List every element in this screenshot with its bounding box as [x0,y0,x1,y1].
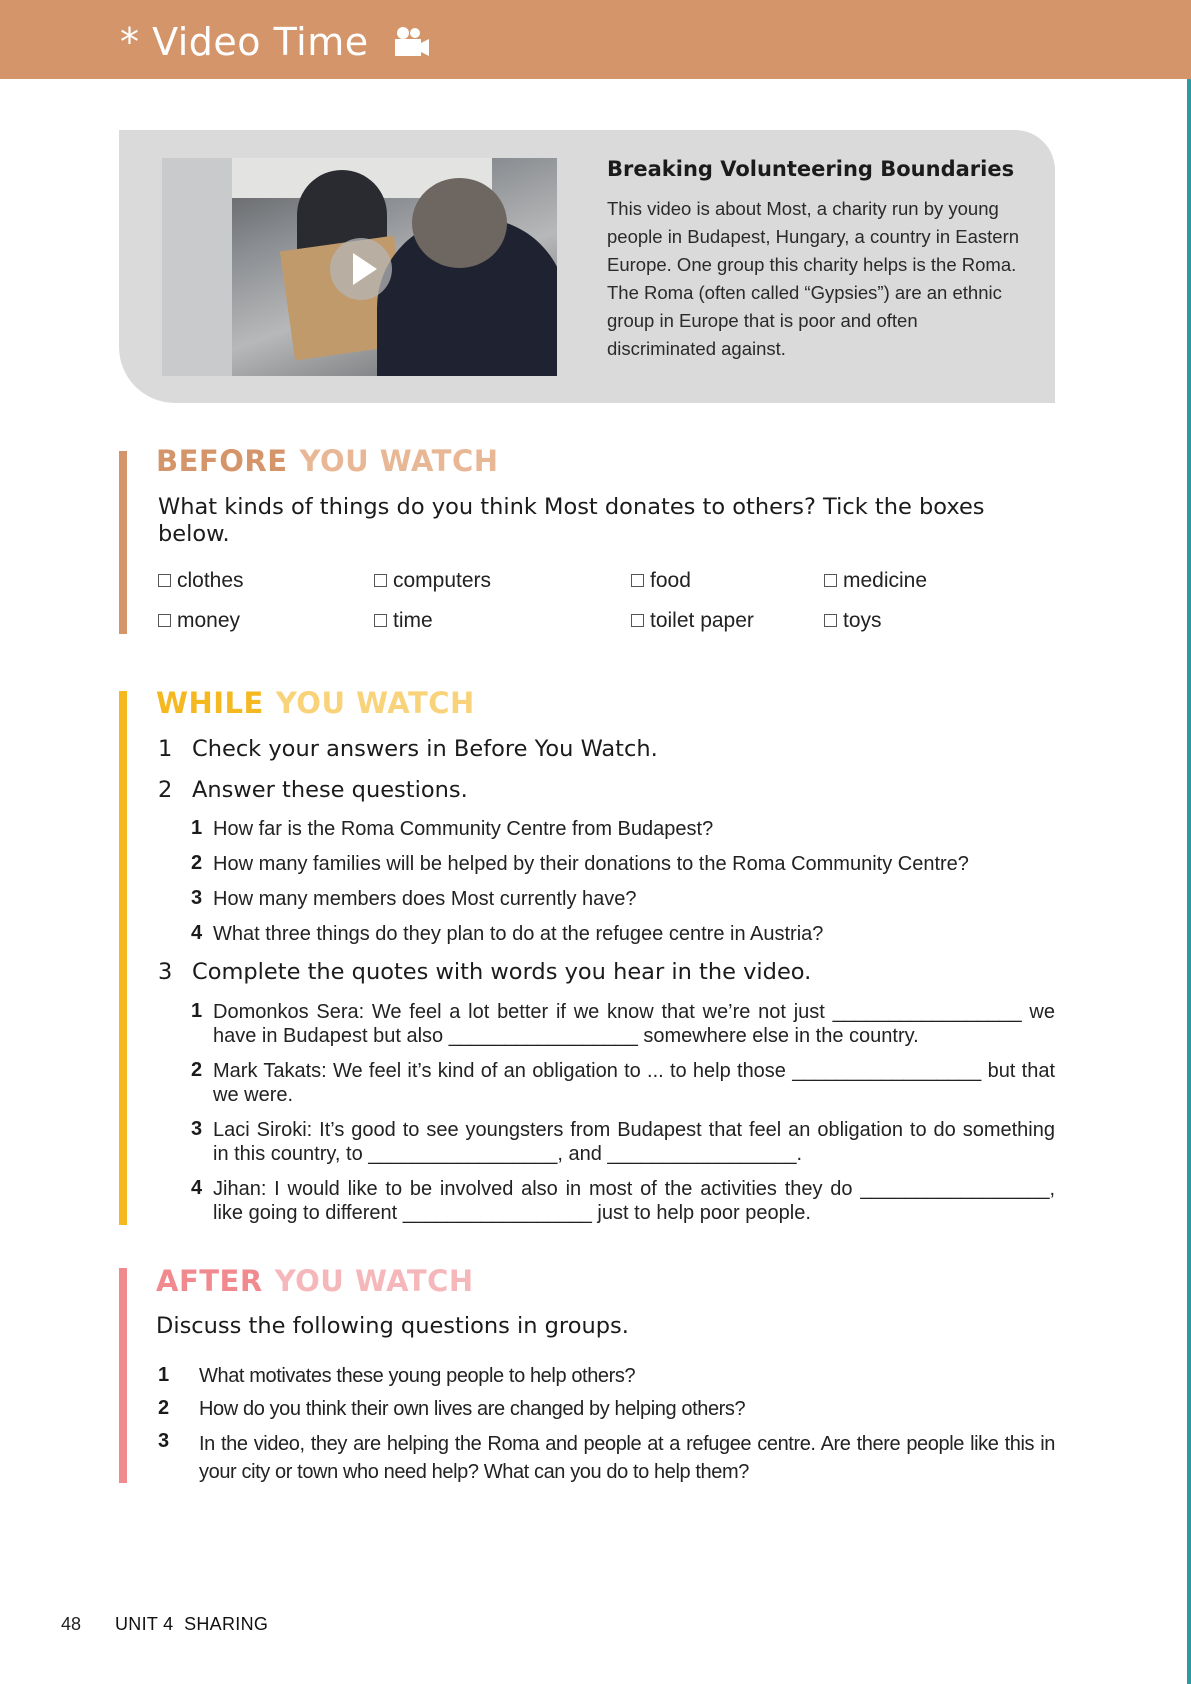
after-instruction: Discuss the following questions in groups. [156,1313,629,1339]
page-title-text: * Video Time [120,20,369,64]
quote-text: Mark Takats: We feel it’s kind of an obligation to ... to help those _________________ but that we were. [213,1060,1055,1106]
discussion-text: In the video, they are helping the Roma and people at a refugee centre. Are there people like this in your city or town who need help? What can you do to help them? [199,1433,1055,1483]
question-text: How many members does Most currently have? [213,888,637,910]
quote-number: 2 [191,1059,203,1081]
discussion-text: How do you think their own lives are changed by helping others? [199,1398,746,1420]
task-number: 1 [158,736,173,762]
question-number: 2 [191,852,203,874]
quote-number: 1 [191,1000,203,1022]
before-instruction: What kinds of things do you think Most donates to others? Tick the boxes below. [158,494,985,547]
discussion-text: What motivates these young people to help others? [199,1365,636,1387]
question-number: 4 [191,922,203,944]
before-section-bar [119,451,127,634]
checkbox[interactable] [631,614,644,627]
task-number: 2 [158,777,173,803]
quote-text: Domonkos Sera: We feel a lot better if we know that we’re not just _________________ we have in Budapest but also _________________ somewhere else in the country. [213,1001,1055,1047]
option-computers[interactable]: computers [374,569,491,593]
checkbox[interactable] [824,574,837,587]
discussion-number: 3 [158,1430,170,1452]
before-heading: BEFORE YOU WATCH [156,444,499,478]
page-title [120,20,431,68]
checkbox[interactable] [374,614,387,627]
option-toilet-paper[interactable]: toilet paper [631,609,754,633]
video-camera-icon [391,24,431,68]
task-text: Answer these questions. [192,777,468,803]
task-text: Check your answers in Before You Watch. [192,736,658,762]
question-number: 3 [191,887,203,909]
after-heading: AFTER YOU WATCH [156,1264,474,1298]
checkbox[interactable] [374,574,387,587]
quote-text: Jihan: I would like to be involved also in most of the activities they do _________________, like going to different _________________ just to help poor people. [213,1178,1055,1224]
after-section-bar [119,1268,127,1483]
checkbox[interactable] [824,614,837,627]
discussion-number: 2 [158,1397,170,1419]
option-medicine[interactable]: medicine [824,569,927,593]
question-text: What three things do they plan to do at the refugee centre in Austria? [213,923,824,945]
question-number: 1 [191,817,203,839]
task-number: 3 [158,959,173,985]
checkbox[interactable] [158,574,171,587]
checkbox[interactable] [631,574,644,587]
quote-text: Laci Siroki: It’s good to see youngsters from Budapest that feel an obligation to do something in this country, to _________________, and _________________. [213,1119,1055,1165]
video-description: This video is about Most, a charity run by young people in Budapest, Hungary, a country in Eastern Europe. One group this charity helps is the Roma. The Roma (often called “Gypsies”) are an ethnic group in Europe that is poor and often discriminated against. [607,198,1020,359]
while-section-bar [119,691,127,1225]
video-thumbnail[interactable] [162,158,557,376]
checkbox[interactable] [158,614,171,627]
page-number: 48 [61,1614,82,1634]
while-heading: WHILE YOU WATCH [156,686,475,720]
option-toys[interactable]: toys [824,609,882,633]
quote-number: 3 [191,1118,203,1140]
unit-label: UNIT 4 SHARING [115,1614,269,1634]
page-edge-strip [1187,79,1191,1684]
option-money[interactable]: money [158,609,240,633]
discussion-number: 1 [158,1364,170,1386]
option-clothes[interactable]: clothes [158,569,244,593]
option-food[interactable]: food [631,569,691,593]
question-text: How far is the Roma Community Centre from Budapest? [213,818,714,840]
quote-number: 4 [191,1177,203,1199]
task-text: Complete the quotes with words you hear in the video. [192,959,812,985]
question-text: How many families will be helped by their donations to the Roma Community Centre? [213,853,969,875]
video-title: Breaking Volunteering Boundaries [607,157,1015,181]
play-icon[interactable] [330,238,392,300]
option-time[interactable]: time [374,609,433,633]
